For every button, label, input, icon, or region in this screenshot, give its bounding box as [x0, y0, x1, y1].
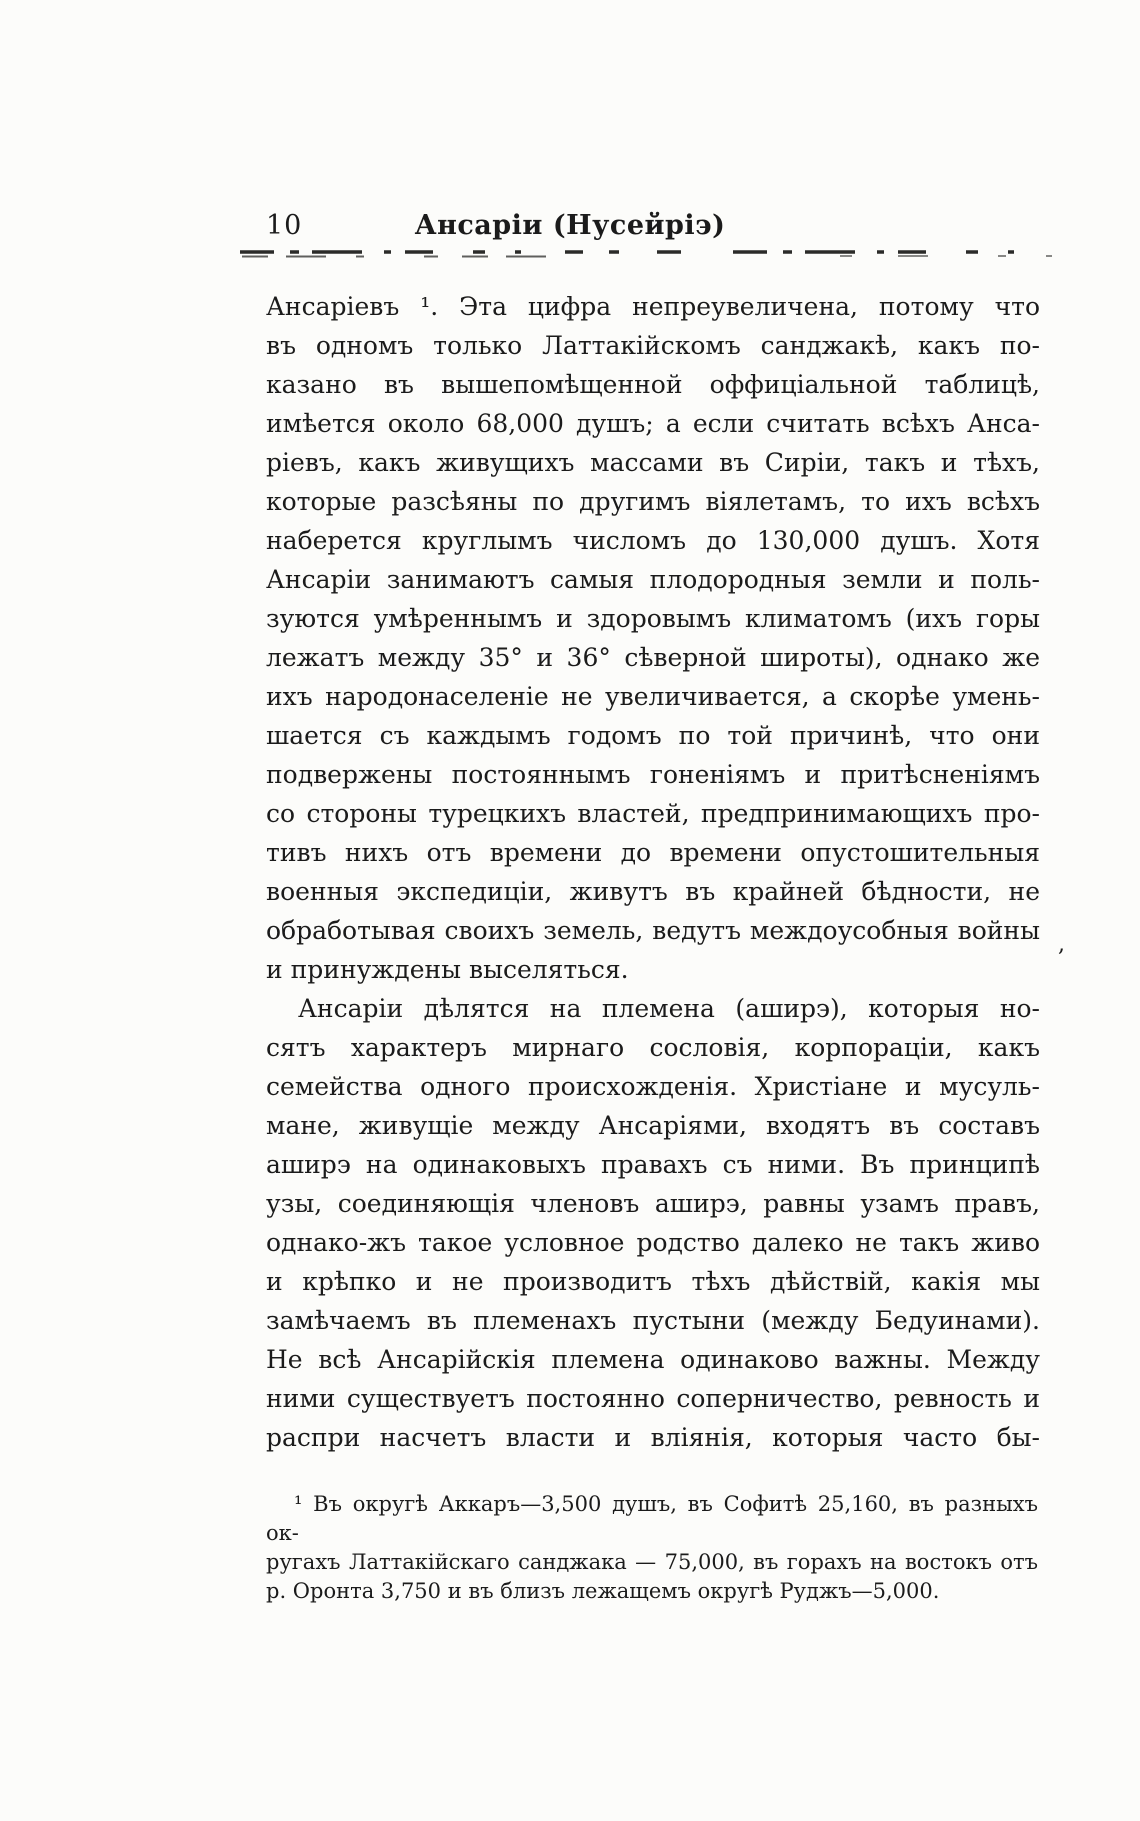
text-line: Ансаріевъ ¹. Эта цифра непреувеличена, потому что	[266, 292, 1040, 321]
text-line: и принуждены выселяться.	[266, 955, 629, 984]
text-line: лежатъ между 35° и 36° сѣверной широты), однако же	[266, 643, 1040, 672]
paragraph-1	[266, 287, 1040, 989]
page-number: 10	[266, 210, 303, 241]
text-line: аширэ на одинаковыхъ правахъ съ ними. Въ принципѣ	[266, 1150, 1040, 1179]
footnote-line: р. Оронта 3,750 и въ близъ лежащемъ округѣ Руджъ—5,000.	[266, 1579, 940, 1603]
page-header	[0, 210, 1140, 244]
text-line: распри насчетъ власти и вліянія, которыя часто бы-	[266, 1423, 1040, 1452]
text-line: наберется круглымъ числомъ до 130,000 душъ. Хотя	[266, 526, 1040, 555]
text-line: казано въ вышепомѣщенной оффиціальной таблицѣ,	[266, 370, 1040, 399]
text-line: Ансаріи дѣлятся на племена (аширэ), которыя но-	[298, 994, 1040, 1023]
text-line: мане, живущіе между Ансаріями, входятъ въ составъ	[266, 1111, 1040, 1140]
text-line: семейства одного происхожденія. Христіане и мусуль-	[266, 1072, 1040, 1101]
text-line: имѣется около 68,000 душъ; а если считать всѣхъ Анса-	[266, 409, 1040, 438]
text-line: однако-жъ такое условное родство далеко не такъ живо	[266, 1228, 1040, 1257]
running-title: Ансаріи (Нусейріэ)	[414, 210, 726, 241]
text-line: военныя экспедиціи, живутъ въ крайней бѣдности, не	[266, 877, 1040, 906]
paragraph-2	[266, 989, 1040, 1457]
ink-speck: ,	[1058, 932, 1065, 957]
text-line: которые разсѣяны по другимъ віялетамъ, то ихъ всѣхъ	[266, 487, 1040, 516]
text-line: узы, соединяющія членовъ аширэ, равны узамъ правъ,	[266, 1189, 1040, 1218]
text-line: тивъ нихъ отъ времени до времени опустошительныя	[266, 838, 1040, 867]
text-line: въ одномъ только Латтакійскомъ санджакѣ, какъ по-	[266, 331, 1040, 360]
text-line: сятъ характеръ мирнаго сословія, корпораціи, какъ	[266, 1033, 1040, 1062]
text-line: ними существуетъ постоянно соперничество, ревность и	[266, 1384, 1040, 1413]
footnote-line: ¹ Въ округѣ Аккаръ—3,500 душъ, въ Софитѣ 25,160, въ разныхъ ок-	[266, 1492, 1038, 1545]
text-line: Не всѣ Ансарійскія племена одинаково важны. Между	[266, 1345, 1040, 1374]
text-line: ріевъ, какъ живущихъ массами въ Сиріи, такъ и тѣхъ,	[266, 448, 1040, 477]
body-text	[266, 287, 1040, 1457]
text-line: шается съ каждымъ годомъ по той причинѣ, что они	[266, 721, 1040, 750]
text-line: зуются умѣреннымъ и здоровымъ климатомъ (ихъ горы	[266, 604, 1040, 633]
text-line: подвержены постояннымъ гоненіямъ и притѣсненіямъ	[266, 760, 1040, 789]
header-rule	[240, 248, 1052, 260]
text-line: ихъ народонаселеніе не увеличивается, а скорѣе умень-	[266, 682, 1040, 711]
text-line: Ансаріи занимаютъ самыя плодородныя земли и поль-	[266, 565, 1040, 594]
text-line: и крѣпко и не производитъ тѣхъ дѣйствій, какія мы	[266, 1267, 1040, 1296]
text-line: замѣчаемъ въ племенахъ пустыни (между Бедуинами).	[266, 1306, 1040, 1335]
text-line: обработывая своихъ земель, ведутъ междоусобныя войны	[266, 916, 1040, 945]
footnote	[266, 1490, 1038, 1606]
text-line: со стороны турецкихъ властей, предпринимающихъ про-	[266, 799, 1040, 828]
footnote-line: ругахъ Латтакійскаго санджака — 75,000, въ горахъ на востокъ отъ	[266, 1550, 1038, 1574]
